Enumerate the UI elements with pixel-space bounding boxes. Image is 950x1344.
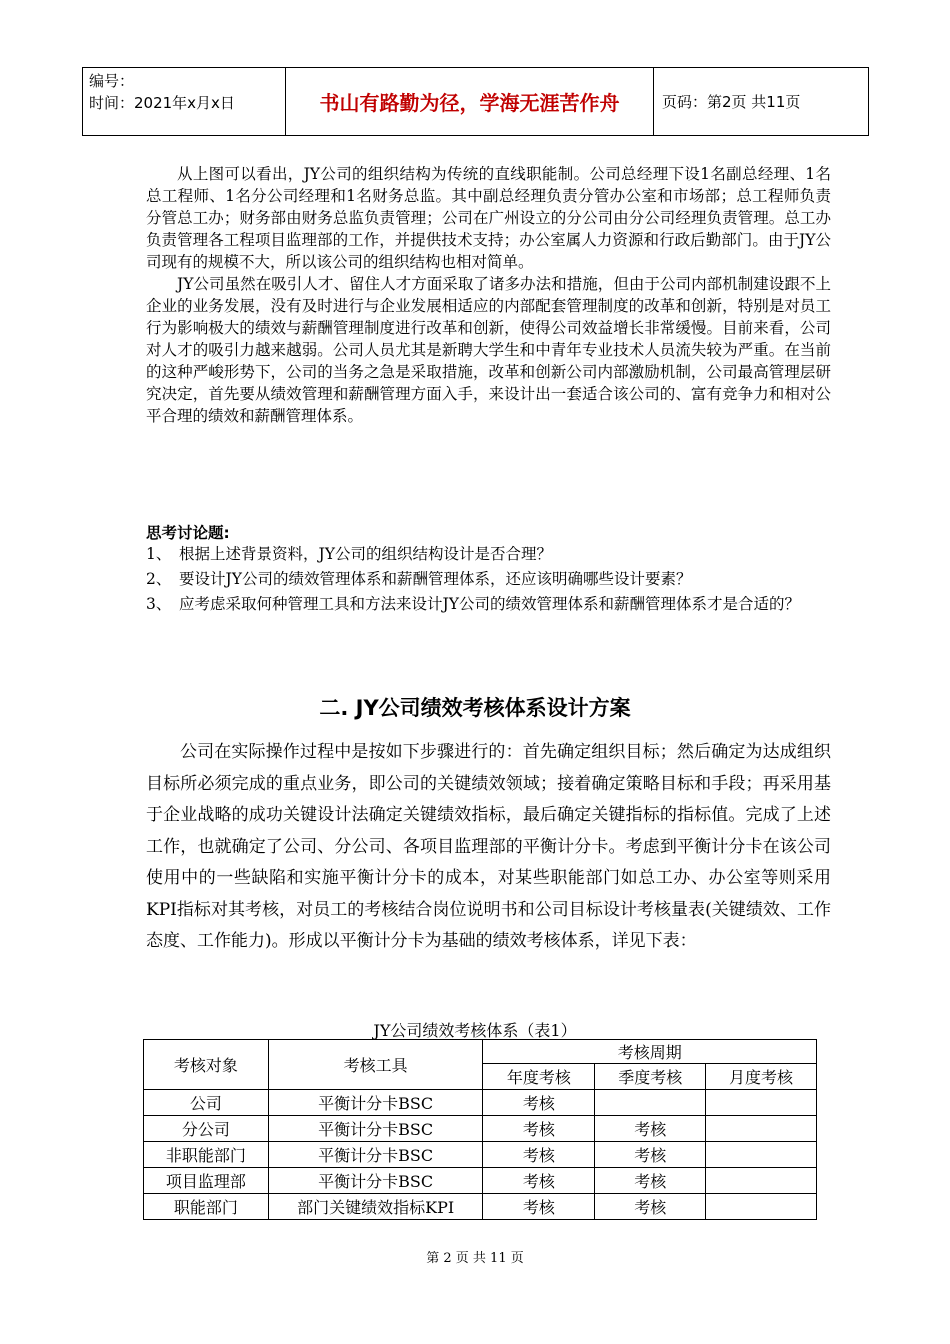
cell-object: 项目监理部 <box>144 1168 269 1194</box>
cell-quarterly: 考核 <box>595 1142 706 1168</box>
table-row <box>144 1168 817 1194</box>
cell-monthly <box>706 1142 817 1168</box>
cell-object: 职能部门 <box>144 1194 269 1220</box>
cell-tool: 平衡计分卡BSC <box>268 1116 483 1142</box>
header-tool: 考核工具 <box>268 1040 483 1090</box>
paragraph-process: 公司在实际操作过程中是按如下步骤进行的：首先确定组织目标；然后确定为达成组织目标所必须完成的重点业务，即公司的关键绩效领域；接着确定策略目标和手段；再采用基于企业战略的成功关键设计法确定关键绩效指标，最后确定关键指标的指标值。完成了上述工作，也就确定了公司、分公司、各项目监理部的平衡计分卡。考虑到平衡计分卡在该公司使用中的一些缺陷和实施平衡计分卡的成本，对某些职能部门如总工办、办公室等则采用KPI指标对其考核，对员工的考核结合岗位说明书和公司目标设计考核量表(关键绩效、工作态度、工作能力)。形成以平衡计分卡为基础的绩效考核体系，详见下表： <box>146 742 831 951</box>
section-body <box>146 737 831 958</box>
header-monthly: 月度考核 <box>706 1064 817 1090</box>
page-footer: 第 2 页 共 11 页 <box>426 1251 524 1266</box>
question-item <box>146 592 836 617</box>
cell-annual: 考核 <box>483 1116 595 1142</box>
table-row <box>144 1142 817 1168</box>
table-caption: JY公司绩效考核体系（表1） <box>373 1021 577 1040</box>
performance-table <box>143 1039 817 1220</box>
header-meta <box>83 68 286 136</box>
question-number: 2、 <box>146 570 172 588</box>
cell-annual: 考核 <box>483 1194 595 1220</box>
cell-object: 分公司 <box>144 1116 269 1142</box>
header-period: 考核周期 <box>483 1040 817 1064</box>
cell-tool: 平衡计分卡BSC <box>268 1090 483 1116</box>
question-item <box>146 567 836 592</box>
cell-object: 公司 <box>144 1090 269 1116</box>
question-number: 1、 <box>146 545 172 563</box>
question-text: 根据上述背景资料，JY公司的组织结构设计是否合理？ <box>179 545 552 563</box>
cell-quarterly: 考核 <box>595 1116 706 1142</box>
paragraph-problem: JY公司虽然在吸引人才、留住人才方面采取了诸多办法和措施，但由于公司内部机制建设跟不上企业的业务发展，没有及时进行与企业发展相适应的内部配套管理制度的改革和创新，特别是对员工行为影响极大的绩效与薪酬管理制度进行改革和创新，使得公司效益增长非常缓慢。目前来看，公司对人才的吸引力越来越弱。公司人员尤其是新聘大学生和中青年专业技术人员流失较为严重。在当前的这种严峻形势下，公司的当务之急是采取措施，改革和创新公司内部激励机制，公司最高管理层研究决定，首先要从绩效管理和薪酬管理方面入手，来设计出一套适合该公司的、富有竞争力和相对公平合理的绩效和薪酬管理体系。 <box>146 275 831 425</box>
questions-heading: 思考讨论题: <box>146 524 230 542</box>
table-row <box>144 1194 817 1220</box>
section-title: 二. JY公司绩效考核体系设计方案 <box>319 696 631 720</box>
background-text <box>146 163 831 427</box>
cell-annual: 考核 <box>483 1142 595 1168</box>
paragraph-org-structure: 从上图可以看出，JY公司的组织结构为传统的直线职能制。公司总经理下设1名副总经理、1名总工程师、1名分公司经理和1名财务总监。其中副总经理负责分管办公室和市场部；总工程师负责分管总工办；财务部由财务总监负责管理；公司在广州设立的分公司由分公司经理负责管理。总工办负责管理各工程项目监理部的工作，并提供技术支持；办公室属人力资源和行政后勤部门。由于JY公司现有的规模不大，所以该公司的组织结构也相对简单。 <box>146 165 831 271</box>
document-number: 编号： <box>89 72 135 90</box>
document-date: 时间：2021年x月x日 <box>89 94 235 112</box>
cell-annual: 考核 <box>483 1168 595 1194</box>
cell-tool: 部门关键绩效指标KPI <box>268 1194 483 1220</box>
cell-quarterly: 考核 <box>595 1194 706 1220</box>
cell-monthly <box>706 1090 817 1116</box>
cell-tool: 平衡计分卡BSC <box>268 1168 483 1194</box>
question-text: 应考虑采取何种管理工具和方法来设计JY公司的绩效管理体系和薪酬管理体系才是合适的？ <box>179 595 800 613</box>
header-quarterly: 季度考核 <box>595 1064 706 1090</box>
question-item <box>146 542 836 567</box>
cell-tool: 平衡计分卡BSC <box>268 1142 483 1168</box>
header-annual: 年度考核 <box>483 1064 595 1090</box>
question-number: 3、 <box>146 595 172 613</box>
table-row <box>144 1116 817 1142</box>
cell-annual: 考核 <box>483 1090 595 1116</box>
cell-monthly <box>706 1194 817 1220</box>
header-object: 考核对象 <box>144 1040 269 1090</box>
cell-monthly <box>706 1116 817 1142</box>
table-row <box>144 1090 817 1116</box>
cell-quarterly <box>595 1090 706 1116</box>
cell-quarterly: 考核 <box>595 1168 706 1194</box>
page-header <box>82 67 869 136</box>
question-text: 要设计JY公司的绩效管理体系和薪酬管理体系，还应该明确哪些设计要素？ <box>179 570 692 588</box>
cell-object: 非职能部门 <box>144 1142 269 1168</box>
table-header-row <box>144 1040 817 1064</box>
cell-monthly <box>706 1168 817 1194</box>
questions-list <box>146 542 836 617</box>
header-motto: 书山有路勤为径，学海无涯苦作舟 <box>286 68 654 136</box>
header-page-number: 页码：第2页 共11页 <box>654 68 869 136</box>
